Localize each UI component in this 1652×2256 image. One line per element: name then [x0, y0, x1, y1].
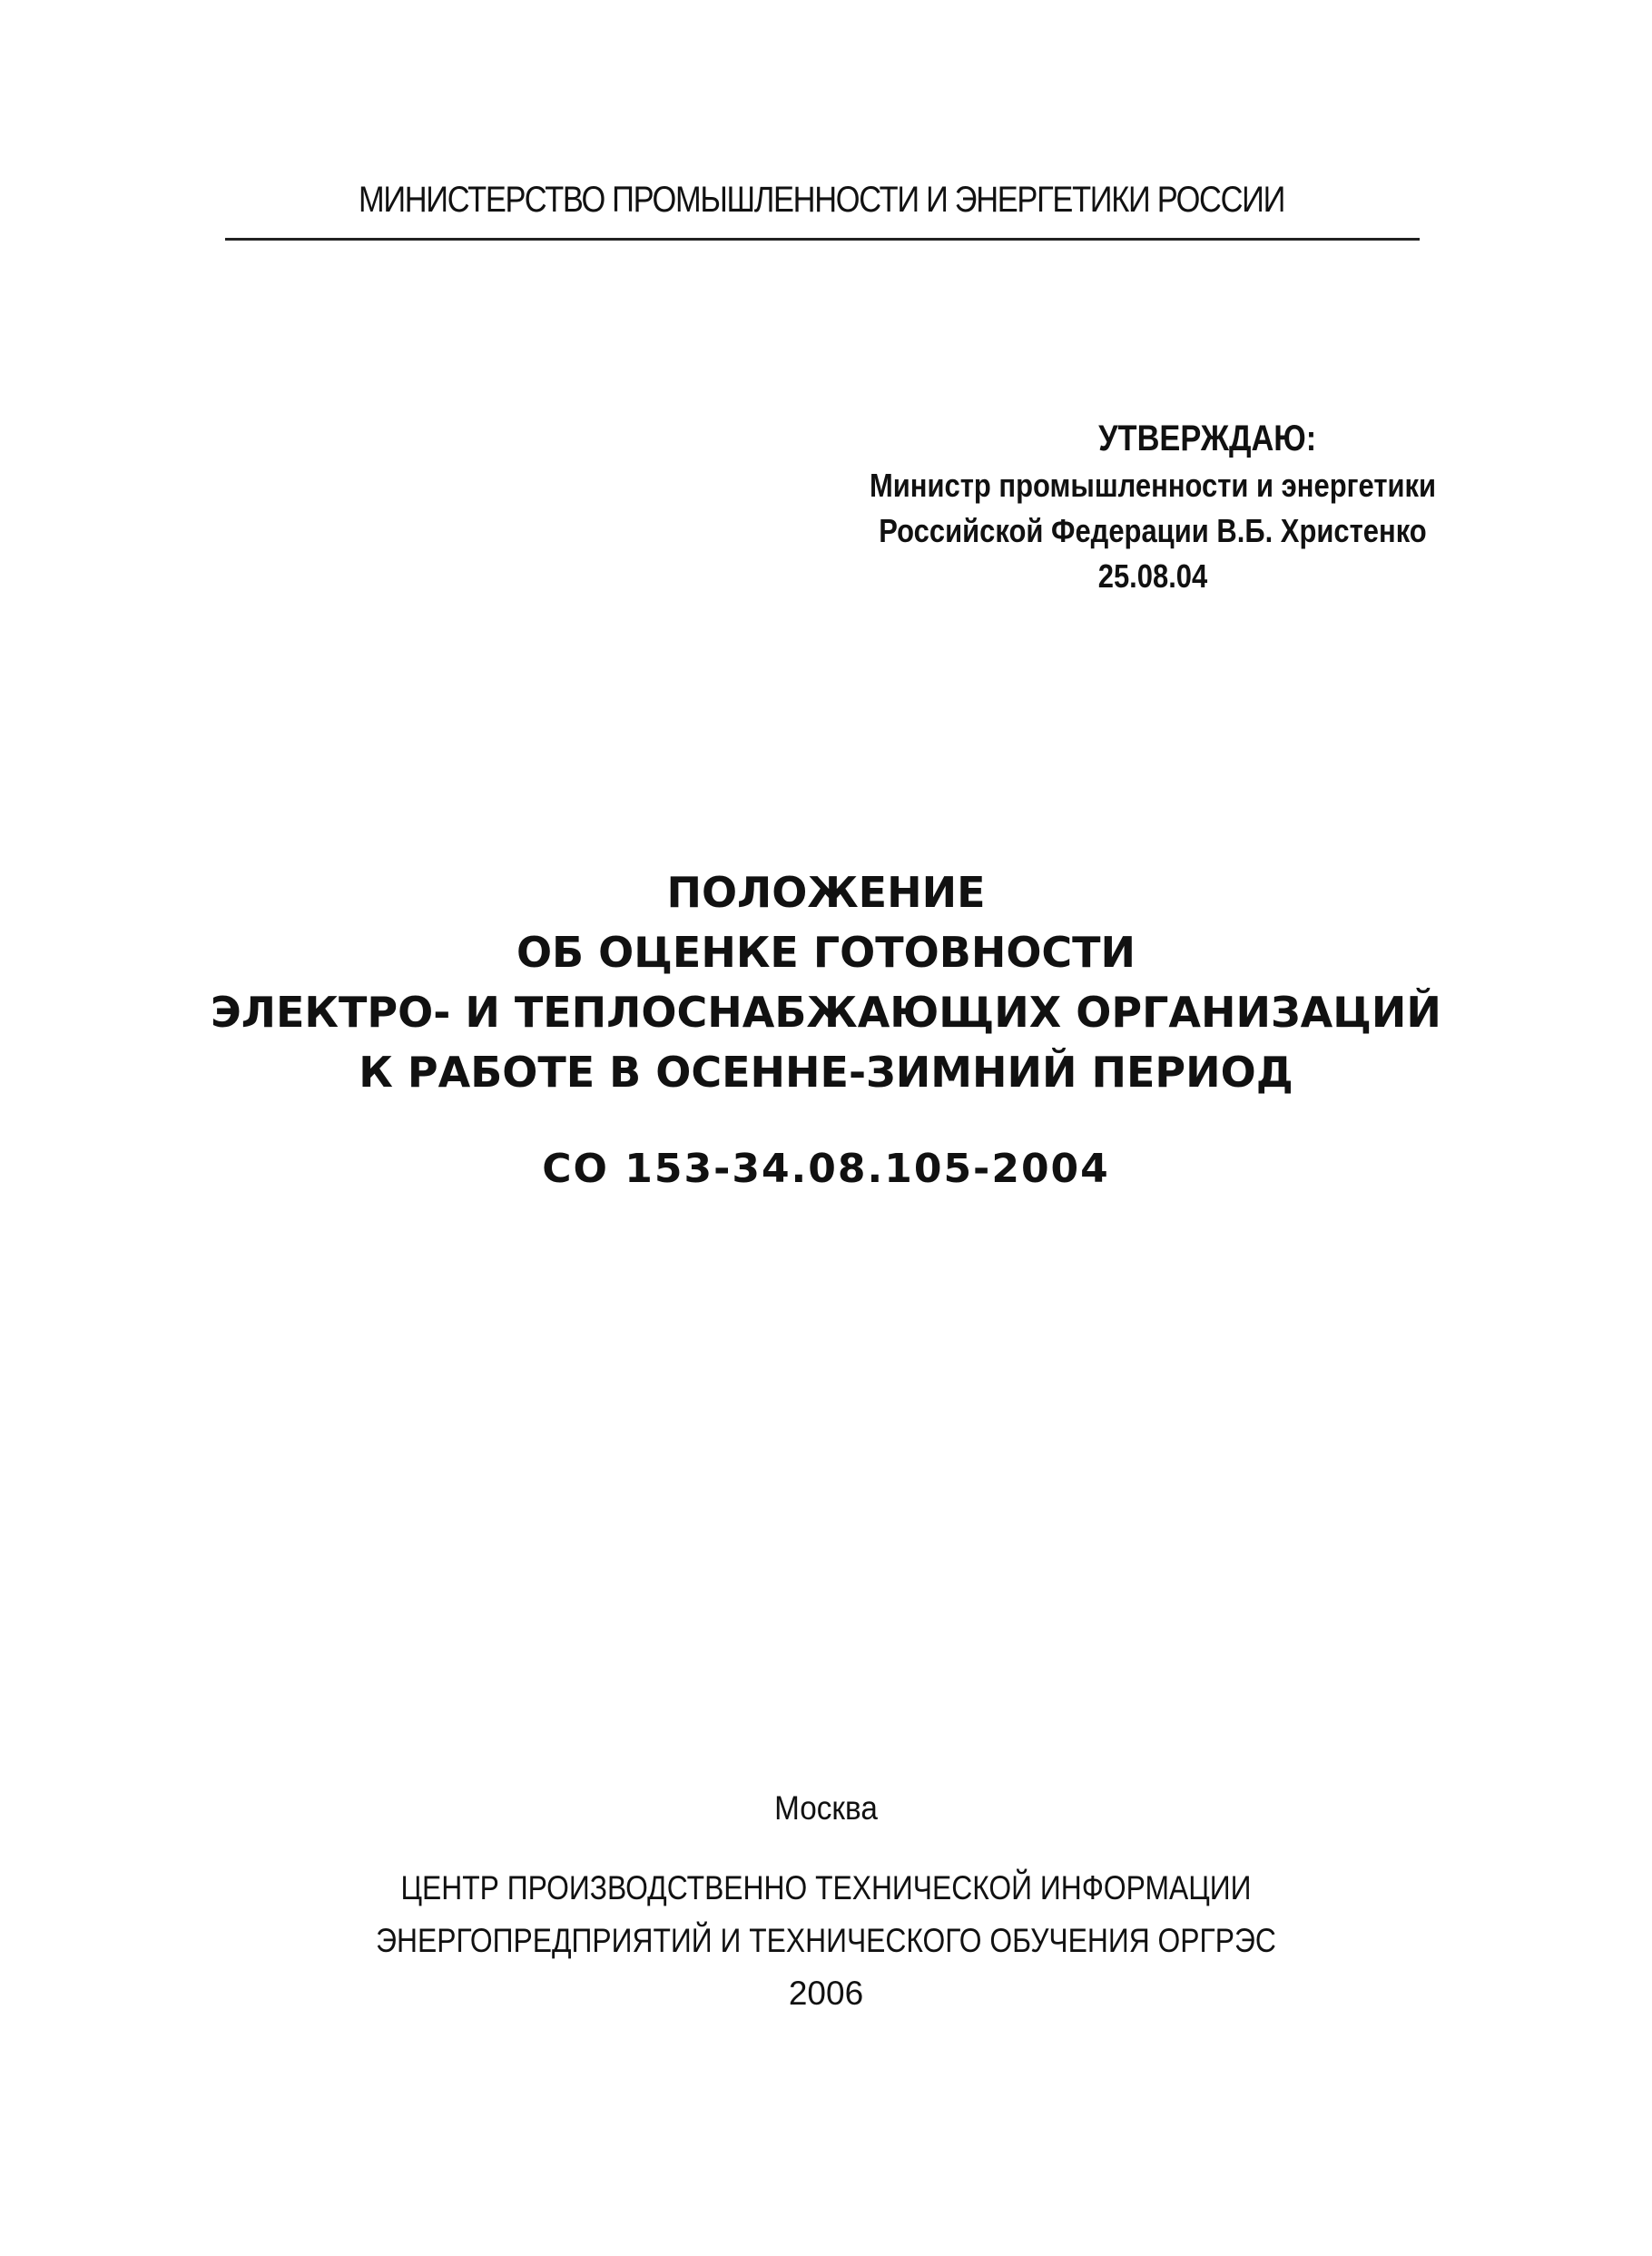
approval-title: УТВЕРЖДАЮ: [1098, 419, 1317, 458]
publication-year: 2006 [788, 1975, 864, 2012]
title-line-2: ОБ ОЦЕНКЕ ГОТОВНОСТИ [516, 928, 1136, 977]
ministry-header: МИНИСТЕРСТВО ПРОМЫШЛЕННОСТИ И ЭНЕРГЕТИКИ РОССИИ [358, 180, 1285, 220]
publisher-line-1: ЦЕНТР ПРОИЗВОДСТВЕННО ТЕХНИЧЕСКОЙ ИНФОРМАЦИИ [400, 1869, 1252, 1906]
document-code: СО 153-34.08.105-2004 [542, 1146, 1110, 1192]
approval-block [832, 414, 1472, 599]
publication-city: Москва [774, 1789, 878, 1827]
header-divider [225, 238, 1420, 241]
title-line-3: ЭЛЕКТРО- И ТЕПЛОСНАБЖАЮЩИХ ОРГАНИЗАЦИЙ [211, 988, 1441, 1037]
approval-position: Министр промышленности и энергетики [869, 467, 1437, 504]
publisher-line-2: ЭНЕРГОПРЕДПРИЯТИЙ И ТЕХНИЧЕСКОГО ОБУЧЕНИЯ ОРГРЭС [376, 1922, 1276, 1959]
title-line-4: К РАБОТЕ В ОСЕННЕ-ЗИМНИЙ ПЕРИОД [359, 1048, 1293, 1097]
approval-date: 25.08.04 [1097, 557, 1208, 595]
approval-signatory: Российской Федерации В.Б. Христенко [879, 512, 1427, 549]
document-title [136, 862, 1516, 1102]
publisher-block [272, 1782, 1380, 2020]
title-line-1: ПОЛОЖЕНИЕ [666, 868, 986, 917]
